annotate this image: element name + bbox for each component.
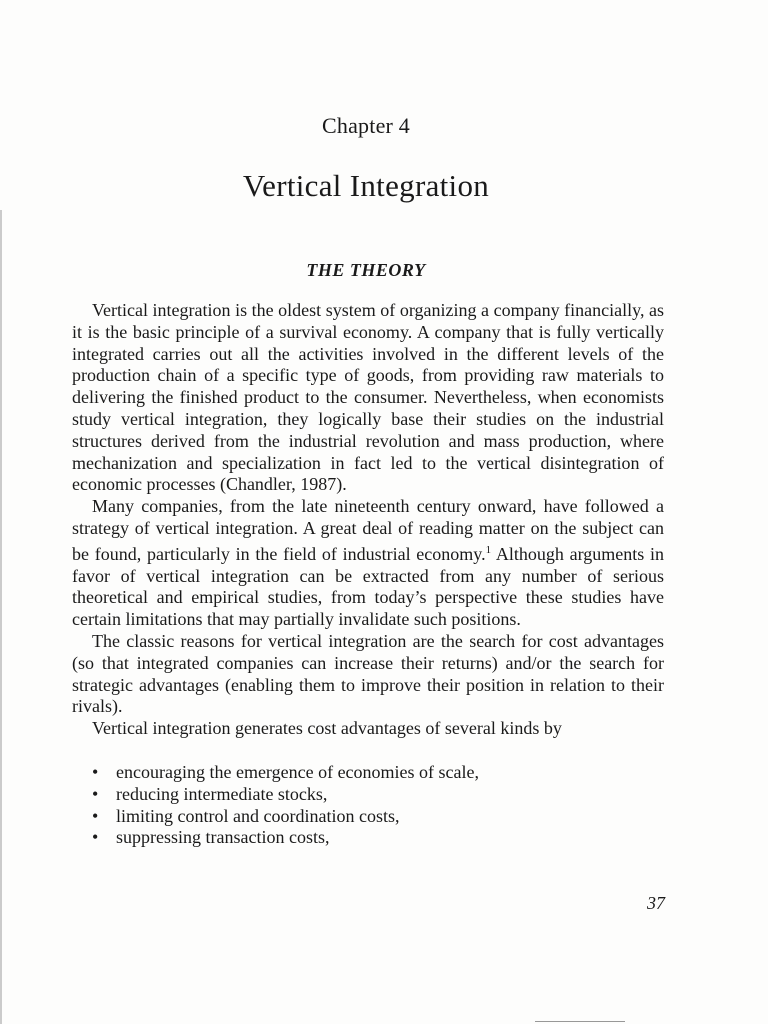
paragraph-4: Vertical integration generates cost advantages of several kinds by <box>92 718 562 739</box>
list-item-text: encouraging the emergence of economies of scale, <box>116 761 480 782</box>
paragraph-3: The classic reasons for vertical integration are the search for cost advantages (so that integrated companies can increase their returns) and/or the search for strategic advantages (enabling them to improve their position in relation to their rivals). <box>72 630 664 717</box>
list-item-text: reducing intermediate stocks, <box>116 783 328 804</box>
bullet-list <box>72 762 664 849</box>
bullet-icon: • <box>92 827 99 848</box>
footnote-marker: 1 <box>485 543 492 556</box>
bottom-rule <box>535 1021 625 1022</box>
page-number: 37 <box>647 893 665 913</box>
bullet-icon: • <box>92 783 99 804</box>
bullet-icon: • <box>92 805 99 826</box>
chapter-title: Vertical Integration <box>242 168 490 203</box>
paragraph-2 <box>72 496 664 631</box>
list-item <box>72 762 664 784</box>
section-heading: THE THEORY <box>306 260 426 280</box>
list-item-text: suppressing transaction costs, <box>116 827 330 848</box>
paragraph-2-text: Many companies, from the late nineteenth century onward, have followed a strategy of vertical integration. A great deal of reading matter on the subject can be found, particularly in the field of industrial economy. <box>72 496 664 564</box>
body-text <box>72 300 664 849</box>
paragraph-1: Vertical integration is the oldest system of organizing a company financially, as it is the basic principle of a survival economy. A company that is fully vertically integrated carries out all the activities involved in the different levels of the production chain of a specific type of goods, from providing raw materials to delivering the finished product to the consumer. Nevertheless, when economists study vertical integration, they logically base their studies on the industrial structures derived from the industrial revolution and mass production, where mechanization and specialization in fact led to the vertical disintegration of economic processes (Chandler, 1987). <box>72 300 664 495</box>
list-item <box>72 827 664 849</box>
list-item <box>72 784 664 806</box>
paragraph-2-continuation: Although arguments in favor of vertical integration can be extracted from any number of serious theoretical and empirical studies, from today’s perspective these studies have certain limitations that may partially invalidate such positions. <box>72 543 664 630</box>
list-item-text: limiting control and coordination costs, <box>116 805 400 826</box>
page-edge-shadow <box>0 210 2 1024</box>
list-item <box>72 806 664 828</box>
bullet-icon: • <box>92 761 99 782</box>
chapter-label: Chapter 4 <box>322 113 410 138</box>
